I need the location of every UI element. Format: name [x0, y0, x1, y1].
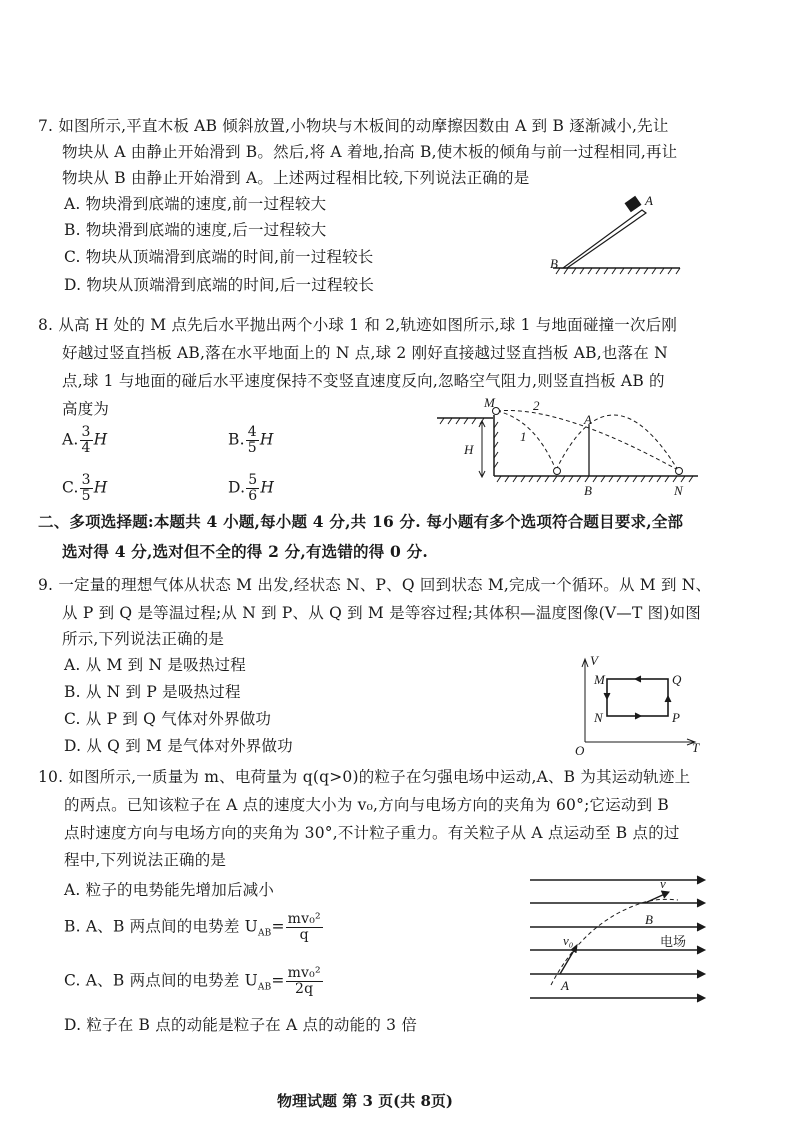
- unit: H: [260, 478, 275, 497]
- q9-label-t: T: [692, 740, 700, 755]
- numerator: mv₀²: [287, 965, 321, 981]
- equals: =: [271, 971, 285, 990]
- q9-label-q: Q: [672, 672, 682, 687]
- denominator: 4: [81, 440, 91, 456]
- q9-label-o: O: [575, 743, 585, 758]
- option-letter: B.: [228, 430, 245, 449]
- page-footer: 物理试题 第 3 页(共 8页): [277, 1092, 453, 1110]
- option-letter: C.: [62, 478, 79, 497]
- q10-electric-field-figure: [530, 876, 705, 1002]
- unit: H: [259, 430, 274, 449]
- q8-label-ball1: 1: [520, 429, 527, 444]
- denominator: 2q: [295, 981, 314, 997]
- q10-stem-line-1: 10. 如图所示,一质量为 m、电荷量为 q(q>0)的粒子在匀强电场中运动,A、B 为其运动轨迹上: [38, 768, 691, 786]
- q10-label-v0: v₀: [563, 933, 574, 948]
- q9-label-m: M: [594, 672, 605, 687]
- fraction: [286, 966, 323, 997]
- q7-option-d: D. 物块从顶端滑到底端的时间,后一过程较长: [64, 276, 375, 294]
- subscript: AB: [257, 982, 272, 993]
- numerator: mv₀²: [287, 911, 321, 927]
- denominator: 5: [247, 440, 257, 456]
- q8-label-n: N: [674, 483, 683, 498]
- q7-stem-line-3: 物块从 B 由静止开始滑到 A。上述两过程相比较,下列说法正确的是: [62, 169, 530, 187]
- option-letter: A.: [62, 430, 79, 449]
- q7-option-a: A. 物块滑到底端的速度,前一过程较大: [64, 195, 327, 213]
- unit: H: [93, 430, 108, 449]
- q10-stem-line-4: 程中,下列说法正确的是: [64, 851, 227, 869]
- fraction: [80, 425, 93, 456]
- q10-option-a: A. 粒子的电势能先增加后减小: [64, 881, 275, 899]
- q10-option-d: D. 粒子在 B 点的动能是粒子在 A 点的动能的 3 倍: [64, 1016, 418, 1034]
- subscript: AB: [257, 928, 272, 939]
- q7-incline-figure: [550, 193, 680, 274]
- q8-label-b: B: [584, 483, 592, 498]
- q7-label-b: B: [550, 256, 558, 271]
- section-2-heading-line-2: 选对得 4 分,选对但不全的得 2 分,有选错的得 0 分.: [62, 542, 428, 561]
- equals: =: [271, 917, 285, 936]
- q9-option-c: C. 从 P 到 Q 气体对外界做功: [64, 710, 272, 728]
- fraction: [80, 473, 93, 504]
- q10-label-v: v: [660, 876, 666, 891]
- q10-option-b: [64, 912, 324, 943]
- fraction: [246, 425, 259, 456]
- unit: H: [93, 478, 108, 497]
- q8-projectile-figure: [437, 395, 698, 498]
- q7-stem-line-1: 7. 如图所示,平直木板 AB 倾斜放置,小物块与木板间的动摩擦因数由 A 到 B 逐渐减小,先让: [38, 117, 669, 135]
- q9-stem-line-2: 从 P 到 Q 是等温过程;从 N 到 P、从 Q 到 M 是等容过程;其体积—温度图像(V—T 图)如图: [62, 604, 702, 622]
- q10-label-b: B: [645, 912, 653, 927]
- q8-stem-line-4: 高度为: [62, 400, 110, 418]
- option-text: C. A、B 两点间的电势差 U: [64, 971, 258, 990]
- option-text: B. A、B 两点间的电势差 U: [64, 917, 258, 936]
- q8-option-d: [228, 473, 274, 504]
- denominator: 6: [248, 488, 258, 504]
- fraction: [246, 473, 259, 504]
- q7-option-b: B. 物块滑到底端的速度,后一过程较大: [64, 221, 327, 239]
- q8-option-b: [228, 425, 274, 456]
- q8-stem-line-2: 好越过竖直挡板 AB,落在水平地面上的 N 点,球 2 刚好直接越过竖直挡板 AB,也落在 N: [62, 344, 668, 362]
- q10-label-a: A: [561, 978, 569, 993]
- q7-label-a: A: [645, 193, 653, 208]
- q9-stem-line-3: 所示,下列说法正确的是: [62, 630, 225, 648]
- numerator: 5: [248, 472, 258, 488]
- option-letter: D.: [228, 478, 246, 497]
- q9-vt-diagram: [575, 653, 700, 758]
- q8-label-a: A: [584, 412, 592, 427]
- q9-label-v: V: [590, 653, 598, 668]
- q9-label-n: N: [594, 710, 603, 725]
- fraction: [286, 912, 323, 943]
- q8-label-ball2: 2: [533, 398, 540, 413]
- section-2-heading-line-1: 二、多项选择题:本题共 4 小题,每小题 4 分,共 16 分. 每小题有多个选项符合题目要求,全部: [38, 512, 684, 531]
- q7-option-c: C. 物块从顶端滑到底端的时间,前一过程较长: [64, 248, 374, 266]
- q8-option-c: [62, 473, 107, 504]
- q10-option-c: [64, 966, 324, 997]
- q10-stem-line-3: 点时速度方向与电场方向的夹角为 30°,不计粒子重力。有关粒子从 A 点运动至 B 点的过: [64, 824, 680, 842]
- q9-option-b: B. 从 N 到 P 是吸热过程: [64, 683, 241, 701]
- q8-label-m: M: [484, 395, 495, 410]
- denominator: q: [299, 927, 309, 943]
- q9-stem-line-1: 9. 一定量的理想气体从状态 M 出发,经状态 N、P、Q 回到状态 M,完成一个循环。从 M 到 N、: [38, 576, 712, 594]
- q10-stem-line-2: 的两点。已知该粒子在 A 点的速度大小为 v₀,方向与电场方向的夹角为 60°;它运动到 B: [64, 796, 670, 814]
- q8-stem-line-3: 点,球 1 与地面的碰后水平速度保持不变竖直速度反向,忽略空气阻力,则竖直挡板 AB 的: [62, 372, 665, 390]
- denominator: 5: [81, 488, 91, 504]
- q9-option-a: A. 从 M 到 N 是吸热过程: [64, 656, 246, 674]
- q8-label-h: H: [464, 442, 474, 457]
- q7-stem-line-2: 物块从 A 由静止开始滑到 B。然后,将 A 着地,抬高 B,使木板的倾角与前一过程相同,再让: [62, 143, 678, 161]
- numerator: 3: [81, 472, 91, 488]
- q10-label-field: 电场: [660, 935, 687, 950]
- numerator: 4: [247, 424, 257, 440]
- numerator: 3: [81, 424, 91, 440]
- q8-option-a: [62, 425, 107, 456]
- q8-stem-line-1: 8. 从高 H 处的 M 点先后水平抛出两个小球 1 和 2,轨迹如图所示,球 1 与地面碰撞一次后刚: [38, 316, 678, 334]
- q9-option-d: D. 从 Q 到 M 是气体对外界做功: [64, 737, 293, 755]
- q9-label-p: P: [672, 710, 680, 725]
